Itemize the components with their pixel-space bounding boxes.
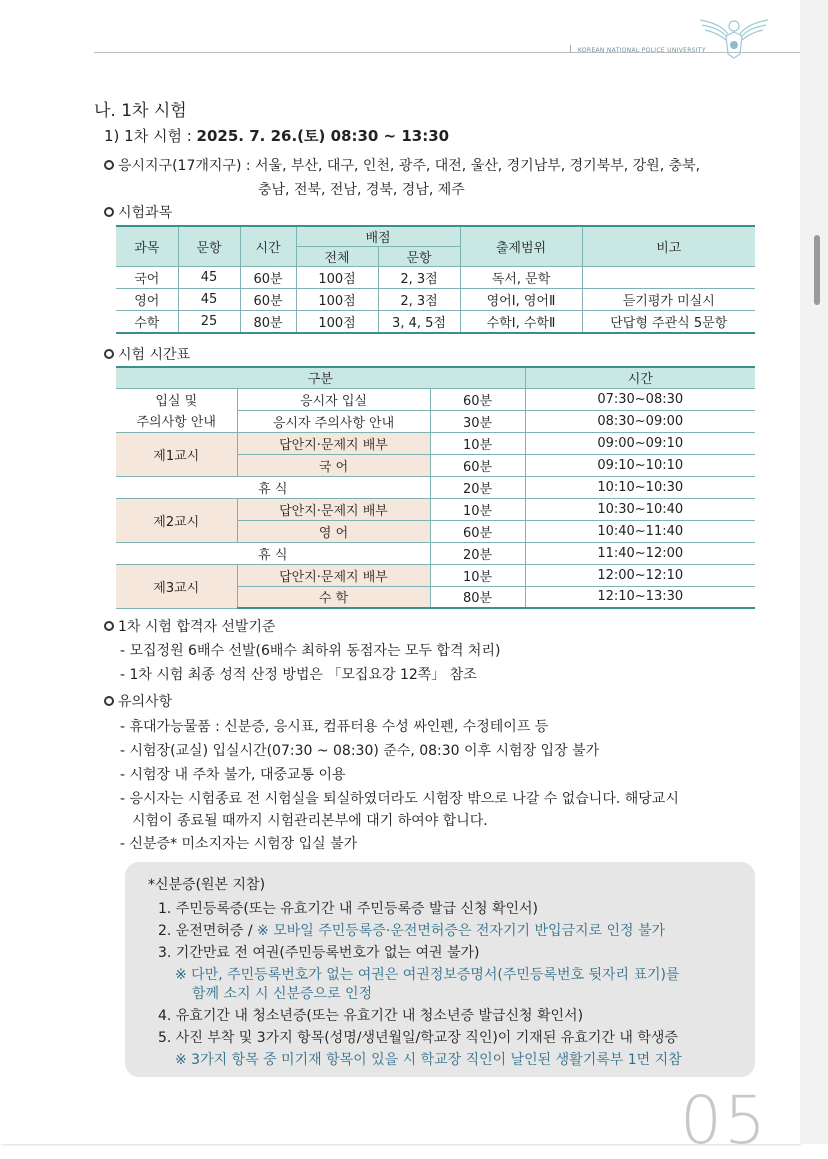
cell-duration: 20분 — [430, 476, 525, 498]
cell-time: 60분 — [240, 267, 296, 289]
cell-per-item: 3, 4, 5점 — [378, 311, 460, 333]
regions-line2: 충남, 전북, 전남, 경북, 경남, 제주 — [258, 182, 465, 198]
table-row — [116, 498, 755, 520]
section-title: 나. 1차 시험 — [94, 101, 187, 121]
cell-time: 08:30~09:00 — [525, 410, 755, 432]
university-name: KOREAN NATIONAL POLICE UNIVERSITY — [578, 47, 706, 54]
cell-subject: 수학 — [116, 311, 178, 333]
header-score: 배점 — [296, 226, 460, 247]
cell-time: 09:00~09:10 — [525, 432, 755, 454]
notes-item-1: - 휴대가능물품 : 신분증, 응시표, 컴퓨터용 수성 싸인펜, 수정테이프 등 — [120, 719, 549, 735]
notes-item-3: - 시험장 내 주차 불가, 대중교통 이용 — [120, 767, 346, 783]
cell-duration: 60분 — [430, 520, 525, 542]
period-2-label: 제2교시 — [116, 498, 237, 542]
notes-heading: 유의사항 — [118, 694, 173, 710]
cell-time: 10:40~11:40 — [525, 520, 755, 542]
header-category: 구분 — [116, 367, 525, 388]
regions-label: 응시지구(17개지구) : 서울, 부산, 대구, 인천, 광주, 대전, 울산, 경기남부, 경기북부, 강원, 충북, — [118, 158, 701, 174]
cell-per-item: 2, 3점 — [378, 289, 460, 311]
selection-item-1: - 모집정원 6배수 선발(6배수 최하위 동점자는 모두 합격 처리) — [120, 643, 501, 659]
cell-time: 10:10~10:30 — [525, 476, 755, 498]
period-3-label: 제3교시 — [116, 564, 237, 608]
bullet-icon — [104, 349, 114, 359]
idbox-item-3-note-2: 함께 소지 시 신분증으로 인정 — [192, 986, 373, 1002]
header-tick — [570, 45, 571, 53]
subjects-table — [116, 225, 755, 334]
selection-item-2: - 1차 시험 최종 성적 산정 방법은 「모집요강 12쪽」 참조 — [120, 667, 477, 683]
idbox-item-5-note: ※ 3가지 항목 중 미기재 항목이 있을 시 학교장 직인이 날인된 생활기록부 1면 지참 — [175, 1052, 682, 1068]
header-scope: 출제범위 — [460, 226, 582, 267]
idbox-item-2-label: 2. 운전면허증 / — [158, 923, 258, 939]
cell-questions: 45 — [178, 289, 240, 311]
entry-group-label: 입실 및 — [116, 388, 237, 410]
table-row — [116, 289, 755, 311]
cell-item: 응시자 주의사항 안내 — [237, 410, 430, 432]
cell-duration: 10분 — [430, 564, 525, 586]
period-1-label: 제1교시 — [116, 432, 237, 476]
cell-item: 응시자 입실 — [237, 388, 430, 410]
cell-time: 12:10~13:30 — [525, 586, 755, 608]
cell-duration: 20분 — [430, 542, 525, 564]
cell-per-item: 2, 3점 — [378, 267, 460, 289]
bullet-icon — [104, 160, 114, 170]
viewer-margin — [800, 0, 828, 1144]
cell-item: 수 학 — [237, 586, 430, 608]
notes-item-4-cont: 시험이 종료될 때까지 시험관리본부에 대기 하여야 합니다. — [132, 813, 488, 829]
idbox-item-2-note: ※ 모바일 주민등록증·운전면허증은 전자기기 반입금지로 인정 불가 — [257, 923, 666, 939]
idbox-item-3: 3. 기간만료 전 여권(주민등록번호가 없는 여권 불가) — [158, 945, 480, 961]
cell-time: 80분 — [240, 311, 296, 333]
header-subject: 과목 — [116, 226, 178, 267]
cell-time: 07:30~08:30 — [525, 388, 755, 410]
police-eagle-emblem-icon — [698, 14, 770, 60]
cell-total: 100점 — [296, 267, 378, 289]
table-row — [116, 564, 755, 586]
exam-date-prefix: 1) 1차 시험 : — [104, 127, 197, 145]
cell-subject: 국어 — [116, 267, 178, 289]
cell-duration: 60분 — [430, 454, 525, 476]
cell-scope: 수학Ⅰ, 수학Ⅱ — [460, 311, 582, 333]
cell-duration: 10분 — [430, 498, 525, 520]
table-row — [116, 476, 755, 498]
selection-heading: 1차 시험 합격자 선발기준 — [118, 619, 276, 635]
cell-questions: 25 — [178, 311, 240, 333]
table-row — [116, 388, 755, 410]
cell-duration: 60분 — [430, 388, 525, 410]
entry-group-label-2: 주의사항 안내 — [116, 410, 237, 432]
schedule-heading: 시험 시간표 — [118, 347, 191, 363]
table-row — [116, 432, 755, 454]
cell-scope: 영어Ⅰ, 영어Ⅱ — [460, 289, 582, 311]
subjects-heading: 시험과목 — [118, 205, 173, 221]
bullet-icon — [104, 207, 114, 217]
bullet-icon — [104, 621, 114, 631]
cell-scope: 독서, 문학 — [460, 267, 582, 289]
exam-date: 2025. 7. 26.(토) 08:30 ~ 13:30 — [196, 127, 450, 145]
cell-time: 12:00~12:10 — [525, 564, 755, 586]
table-row — [116, 542, 755, 564]
cell-remarks — [582, 267, 755, 289]
header-time: 시간 — [240, 226, 296, 267]
cell-item: 답안지·문제지 배부 — [237, 432, 430, 454]
cell-duration: 10분 — [430, 432, 525, 454]
notes-item-2: - 시험장(교실) 입실시간(07:30 ~ 08:30) 준수, 08:30 이후 시험장 입장 불가 — [120, 743, 600, 759]
cell-item: 국 어 — [237, 454, 430, 476]
cell-subject: 영어 — [116, 289, 178, 311]
exam-date-line — [104, 125, 449, 146]
scrollbar-thumb[interactable] — [814, 235, 820, 305]
notes-item-4: - 응시자는 시험종료 전 시험실을 퇴실하였더라도 시험장 밖으로 나갈 수 없습니다. 해당교시 — [120, 791, 679, 807]
table-row — [116, 410, 755, 432]
page-number: 05 — [680, 1082, 768, 1159]
header-questions: 문항 — [178, 226, 240, 267]
header-total: 전체 — [296, 247, 378, 267]
idbox-item-4: 4. 유효기간 내 청소년증(또는 유효기간 내 청소년증 발급신청 확인서) — [158, 1008, 584, 1024]
bullet-icon — [104, 696, 114, 706]
cell-item: 휴 식 — [116, 542, 430, 564]
cell-time: 10:30~10:40 — [525, 498, 755, 520]
idbox-item-1: 1. 주민등록증(또는 유효기간 내 주민등록증 발급 신청 확인서) — [158, 901, 539, 917]
header-time: 시간 — [525, 367, 755, 388]
cell-time: 09:10~10:10 — [525, 454, 755, 476]
idbox-item-2 — [158, 920, 665, 940]
cell-total: 100점 — [296, 311, 378, 333]
notes-item-5: - 신분증* 미소지자는 시험장 입실 불가 — [120, 836, 358, 852]
idbox-item-3-note-1: ※ 다만, 주민등록번호가 없는 여권은 여권정보증명서(주민등록번호 뒷자리 표기)를 — [175, 967, 680, 983]
cell-duration: 80분 — [430, 586, 525, 608]
idbox-title: *신분증(원본 지참) — [148, 877, 266, 893]
cell-questions: 45 — [178, 267, 240, 289]
cell-time: 60분 — [240, 289, 296, 311]
cell-remarks: 듣기평가 미실시 — [582, 289, 755, 311]
cell-time: 11:40~12:00 — [525, 542, 755, 564]
cell-remarks: 단답형 주관식 5문항 — [582, 311, 755, 333]
header-per-item: 문항 — [378, 247, 460, 267]
schedule-table — [116, 366, 755, 609]
header-remarks: 비고 — [582, 226, 755, 267]
idbox-item-5: 5. 사진 부착 및 3가지 항목(성명/생년월일/학교장 직인)이 기재된 유효기간 내 학생증 — [158, 1030, 678, 1046]
cell-duration: 30분 — [430, 410, 525, 432]
cell-item: 답안지·문제지 배부 — [237, 498, 430, 520]
table-row — [116, 311, 755, 333]
cell-item: 휴 식 — [116, 476, 430, 498]
cell-item: 답안지·문제지 배부 — [237, 564, 430, 586]
cell-total: 100점 — [296, 289, 378, 311]
cell-item: 영 어 — [237, 520, 430, 542]
table-row — [116, 267, 755, 289]
